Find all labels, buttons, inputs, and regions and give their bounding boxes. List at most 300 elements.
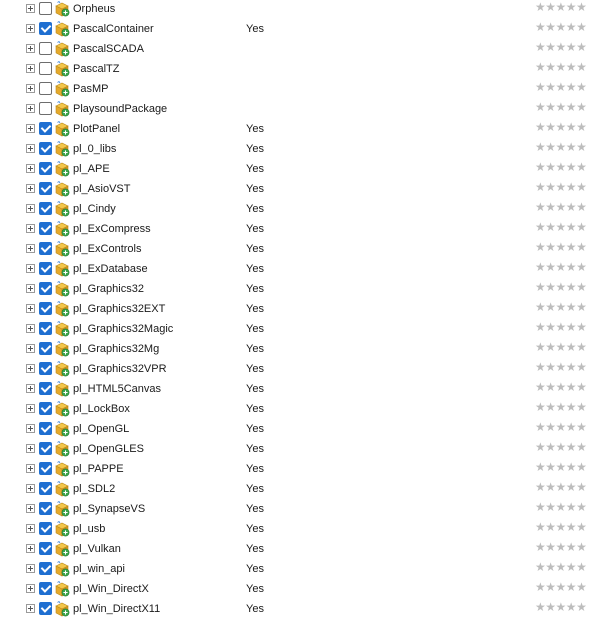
star-icon[interactable]: ★: [576, 500, 587, 514]
star-icon[interactable]: ★: [535, 380, 546, 394]
package-checkbox[interactable]: [39, 22, 52, 35]
star-icon[interactable]: ★: [576, 320, 587, 334]
star-icon[interactable]: ★: [565, 40, 577, 54]
rating-stars[interactable]: [535, 20, 586, 34]
star-icon[interactable]: ★: [545, 40, 556, 54]
package-name: pl_Cindy: [73, 203, 116, 215]
package-row[interactable]: [0, 540, 602, 560]
expand-plus-icon[interactable]: [26, 224, 35, 233]
star-icon[interactable]: ★: [535, 220, 546, 234]
star-icon[interactable]: ★: [545, 280, 556, 294]
expand-plus-icon[interactable]: [26, 184, 35, 193]
rating-stars[interactable]: [535, 360, 586, 374]
star-icon[interactable]: ★: [555, 560, 566, 574]
star-icon[interactable]: ★: [535, 60, 546, 74]
package-icon: [54, 321, 70, 337]
package-row[interactable]: [0, 180, 602, 200]
star-icon[interactable]: ★: [555, 400, 566, 414]
package-name: pl_Graphics32Magic: [73, 323, 174, 335]
star-icon[interactable]: ★: [576, 60, 587, 74]
star-icon[interactable]: ★: [535, 140, 546, 154]
star-icon[interactable]: ★: [576, 80, 587, 94]
package-checkbox[interactable]: [39, 302, 52, 315]
star-icon[interactable]: ★: [535, 80, 546, 94]
rating-stars[interactable]: [535, 520, 586, 534]
rating-stars[interactable]: [535, 120, 586, 134]
expand-plus-icon[interactable]: [26, 144, 35, 153]
star-icon[interactable]: ★: [576, 140, 587, 154]
star-icon[interactable]: ★: [535, 20, 546, 34]
package-checkbox[interactable]: [39, 582, 52, 595]
star-icon[interactable]: ★: [555, 320, 566, 334]
expand-plus-icon[interactable]: [26, 384, 35, 393]
star-icon[interactable]: ★: [565, 600, 577, 614]
package-checkbox[interactable]: [39, 342, 52, 355]
star-icon[interactable]: ★: [545, 520, 556, 534]
package-icon: [54, 481, 70, 497]
star-icon[interactable]: ★: [555, 260, 566, 274]
expand-plus-icon[interactable]: [26, 244, 35, 253]
star-icon[interactable]: ★: [576, 580, 587, 594]
star-icon[interactable]: ★: [555, 120, 566, 134]
star-icon[interactable]: ★: [576, 460, 587, 474]
star-icon[interactable]: ★: [545, 220, 556, 234]
star-icon[interactable]: ★: [555, 180, 566, 194]
star-icon[interactable]: ★: [535, 520, 546, 534]
star-icon[interactable]: ★: [576, 180, 587, 194]
star-icon[interactable]: ★: [576, 280, 587, 294]
expand-plus-icon[interactable]: [26, 204, 35, 213]
star-icon[interactable]: ★: [535, 560, 546, 574]
installed-status: Yes: [246, 143, 264, 155]
star-icon[interactable]: ★: [565, 20, 577, 34]
rating-stars[interactable]: [535, 420, 586, 434]
package-checkbox[interactable]: [39, 562, 52, 575]
package-row[interactable]: [0, 600, 602, 620]
star-icon[interactable]: ★: [576, 480, 587, 494]
package-row[interactable]: [0, 360, 602, 380]
star-icon[interactable]: ★: [576, 40, 587, 54]
star-icon[interactable]: ★: [555, 580, 566, 594]
package-checkbox[interactable]: [39, 422, 52, 435]
rating-stars[interactable]: [535, 460, 586, 474]
package-checkbox[interactable]: [39, 102, 52, 115]
expand-plus-icon[interactable]: [26, 84, 35, 93]
installed-status: Yes: [246, 603, 264, 615]
package-row[interactable]: [0, 400, 602, 420]
expand-plus-icon[interactable]: [26, 444, 35, 453]
expand-plus-icon[interactable]: [26, 24, 35, 33]
rating-stars[interactable]: [535, 480, 586, 494]
star-icon[interactable]: ★: [545, 480, 556, 494]
star-icon[interactable]: ★: [545, 560, 556, 574]
star-icon[interactable]: ★: [555, 80, 566, 94]
star-icon[interactable]: ★: [545, 400, 556, 414]
package-row[interactable]: [0, 80, 602, 100]
star-icon[interactable]: ★: [535, 340, 546, 354]
star-icon[interactable]: ★: [545, 140, 556, 154]
star-icon[interactable]: ★: [555, 240, 566, 254]
star-icon[interactable]: ★: [555, 420, 566, 434]
star-icon[interactable]: ★: [535, 500, 546, 514]
rating-stars[interactable]: [535, 100, 586, 114]
package-checkbox[interactable]: [39, 402, 52, 415]
package-row[interactable]: [0, 420, 602, 440]
package-icon: [54, 21, 70, 37]
package-row[interactable]: [0, 100, 602, 120]
star-icon[interactable]: ★: [535, 320, 546, 334]
package-row[interactable]: [0, 200, 602, 220]
package-icon: [54, 41, 70, 57]
star-icon[interactable]: ★: [555, 340, 566, 354]
package-row[interactable]: [0, 580, 602, 600]
star-icon[interactable]: ★: [535, 240, 546, 254]
star-icon[interactable]: ★: [545, 360, 556, 374]
star-icon[interactable]: ★: [565, 420, 577, 434]
package-icon: [54, 601, 70, 617]
star-icon[interactable]: ★: [545, 0, 556, 14]
expand-plus-icon[interactable]: [26, 464, 35, 473]
expand-plus-icon[interactable]: [26, 484, 35, 493]
star-icon[interactable]: ★: [576, 220, 587, 234]
star-icon[interactable]: ★: [565, 280, 577, 294]
star-icon[interactable]: ★: [545, 340, 556, 354]
star-icon[interactable]: ★: [545, 100, 556, 114]
star-icon[interactable]: ★: [535, 400, 546, 414]
rating-stars[interactable]: [535, 180, 586, 194]
star-icon[interactable]: ★: [576, 300, 587, 314]
rating-stars[interactable]: [535, 240, 586, 254]
package-checkbox[interactable]: [39, 362, 52, 375]
package-checkbox[interactable]: [39, 2, 52, 15]
star-icon[interactable]: ★: [565, 120, 577, 134]
star-icon[interactable]: ★: [555, 20, 566, 34]
star-icon[interactable]: ★: [576, 200, 587, 214]
star-icon[interactable]: ★: [545, 80, 556, 94]
package-row[interactable]: [0, 500, 602, 520]
star-icon[interactable]: ★: [555, 200, 566, 214]
star-icon[interactable]: ★: [576, 360, 587, 374]
star-icon[interactable]: ★: [565, 480, 577, 494]
star-icon[interactable]: ★: [565, 540, 577, 554]
package-checkbox[interactable]: [39, 142, 52, 155]
star-icon[interactable]: ★: [545, 500, 556, 514]
rating-stars[interactable]: [535, 300, 586, 314]
star-icon[interactable]: ★: [555, 100, 566, 114]
star-icon[interactable]: ★: [555, 140, 566, 154]
star-icon[interactable]: ★: [576, 540, 587, 554]
star-icon[interactable]: ★: [545, 540, 556, 554]
star-icon[interactable]: ★: [555, 520, 566, 534]
star-icon[interactable]: ★: [535, 160, 546, 174]
package-row[interactable]: [0, 380, 602, 400]
star-icon[interactable]: ★: [555, 600, 566, 614]
package-checkbox[interactable]: [39, 42, 52, 55]
package-row[interactable]: [0, 560, 602, 580]
star-icon[interactable]: ★: [555, 280, 566, 294]
expand-plus-icon[interactable]: [26, 264, 35, 273]
package-icon: [54, 261, 70, 277]
star-icon[interactable]: ★: [576, 560, 587, 574]
rating-stars[interactable]: [535, 400, 586, 414]
star-icon[interactable]: ★: [545, 580, 556, 594]
rating-stars[interactable]: [535, 0, 586, 14]
rating-stars[interactable]: [535, 220, 586, 234]
star-icon[interactable]: ★: [565, 0, 577, 14]
expand-plus-icon[interactable]: [26, 104, 35, 113]
package-name: PascalContainer: [73, 23, 154, 35]
package-row[interactable]: [0, 300, 602, 320]
package-checkbox[interactable]: [39, 82, 52, 95]
expand-plus-icon[interactable]: [26, 344, 35, 353]
star-icon[interactable]: ★: [545, 300, 556, 314]
expand-plus-icon[interactable]: [26, 504, 35, 513]
package-row[interactable]: [0, 20, 602, 40]
expand-plus-icon[interactable]: [26, 44, 35, 53]
star-icon[interactable]: ★: [565, 160, 577, 174]
package-checkbox[interactable]: [39, 282, 52, 295]
star-icon[interactable]: ★: [565, 140, 577, 154]
star-icon[interactable]: ★: [565, 400, 577, 414]
expand-plus-icon[interactable]: [26, 544, 35, 553]
star-icon[interactable]: ★: [535, 480, 546, 494]
package-row[interactable]: [0, 120, 602, 140]
package-row[interactable]: [0, 40, 602, 60]
star-icon[interactable]: ★: [555, 360, 566, 374]
rating-stars[interactable]: [535, 260, 586, 274]
package-row[interactable]: [0, 140, 602, 160]
star-icon[interactable]: ★: [565, 220, 577, 234]
package-row[interactable]: [0, 340, 602, 360]
star-icon[interactable]: ★: [576, 420, 587, 434]
star-icon[interactable]: ★: [565, 80, 577, 94]
star-icon[interactable]: ★: [545, 460, 556, 474]
star-icon[interactable]: ★: [555, 480, 566, 494]
star-icon[interactable]: ★: [576, 260, 587, 274]
package-row[interactable]: [0, 60, 602, 80]
star-icon[interactable]: ★: [565, 240, 577, 254]
star-icon[interactable]: ★: [535, 260, 546, 274]
package-checkbox[interactable]: [39, 522, 52, 535]
rating-stars[interactable]: [535, 340, 586, 354]
package-checkbox[interactable]: [39, 122, 52, 135]
package-name: pl_Graphics32: [73, 283, 144, 295]
package-checkbox[interactable]: [39, 542, 52, 555]
rating-stars[interactable]: [535, 40, 586, 54]
star-icon[interactable]: ★: [535, 200, 546, 214]
rating-stars[interactable]: [535, 280, 586, 294]
star-icon[interactable]: ★: [545, 120, 556, 134]
star-icon[interactable]: ★: [576, 100, 587, 114]
star-icon[interactable]: ★: [565, 260, 577, 274]
star-icon[interactable]: ★: [565, 340, 577, 354]
star-icon[interactable]: ★: [555, 380, 566, 394]
package-checkbox[interactable]: [39, 462, 52, 475]
package-row[interactable]: [0, 320, 602, 340]
star-icon[interactable]: ★: [535, 280, 546, 294]
star-icon[interactable]: ★: [535, 580, 546, 594]
package-row[interactable]: [0, 520, 602, 540]
star-icon[interactable]: ★: [535, 100, 546, 114]
rating-stars[interactable]: [535, 140, 586, 154]
package-name: pl_0_libs: [73, 143, 117, 155]
star-icon[interactable]: ★: [565, 380, 577, 394]
rating-stars[interactable]: [535, 160, 586, 174]
star-icon[interactable]: ★: [545, 240, 556, 254]
star-icon[interactable]: ★: [535, 180, 546, 194]
rating-stars[interactable]: [535, 560, 586, 574]
package-icon: [54, 441, 70, 457]
package-row[interactable]: [0, 480, 602, 500]
star-icon[interactable]: ★: [545, 380, 556, 394]
star-icon[interactable]: ★: [555, 60, 566, 74]
star-icon[interactable]: ★: [565, 100, 577, 114]
star-icon[interactable]: ★: [576, 20, 587, 34]
star-icon[interactable]: ★: [555, 0, 566, 14]
star-icon[interactable]: ★: [545, 180, 556, 194]
star-icon[interactable]: ★: [535, 120, 546, 134]
star-icon[interactable]: ★: [565, 320, 577, 334]
package-name: PasMP: [73, 83, 109, 95]
package-checkbox[interactable]: [39, 322, 52, 335]
star-icon[interactable]: ★: [565, 180, 577, 194]
package-checkbox[interactable]: [39, 182, 52, 195]
package-row[interactable]: [0, 460, 602, 480]
expand-plus-icon[interactable]: [26, 164, 35, 173]
star-icon[interactable]: ★: [535, 440, 546, 454]
star-icon[interactable]: ★: [545, 160, 556, 174]
installed-status: Yes: [246, 343, 264, 355]
star-icon[interactable]: ★: [535, 360, 546, 374]
star-icon[interactable]: ★: [555, 460, 566, 474]
package-row[interactable]: [0, 260, 602, 280]
star-icon[interactable]: ★: [576, 340, 587, 354]
star-icon[interactable]: ★: [545, 320, 556, 334]
package-checkbox[interactable]: [39, 382, 52, 395]
star-icon[interactable]: ★: [576, 520, 587, 534]
star-icon[interactable]: ★: [535, 420, 546, 434]
star-icon[interactable]: ★: [545, 260, 556, 274]
package-checkbox[interactable]: [39, 262, 52, 275]
expand-plus-icon[interactable]: [26, 584, 35, 593]
package-checkbox[interactable]: [39, 482, 52, 495]
star-icon[interactable]: ★: [545, 20, 556, 34]
package-row[interactable]: [0, 280, 602, 300]
star-icon[interactable]: ★: [555, 500, 566, 514]
expand-plus-icon[interactable]: [26, 64, 35, 73]
star-icon[interactable]: ★: [555, 40, 566, 54]
package-row[interactable]: [0, 160, 602, 180]
rating-stars[interactable]: [535, 60, 586, 74]
star-icon[interactable]: ★: [565, 500, 577, 514]
star-icon[interactable]: ★: [555, 540, 566, 554]
star-icon[interactable]: ★: [576, 240, 587, 254]
star-icon[interactable]: ★: [555, 220, 566, 234]
star-icon[interactable]: ★: [535, 40, 546, 54]
package-icon: [54, 541, 70, 557]
star-icon[interactable]: ★: [535, 600, 546, 614]
package-checkbox[interactable]: [39, 502, 52, 515]
rating-stars[interactable]: [535, 540, 586, 554]
star-icon[interactable]: ★: [565, 60, 577, 74]
package-checkbox[interactable]: [39, 202, 52, 215]
package-checkbox[interactable]: [39, 222, 52, 235]
star-icon[interactable]: ★: [576, 0, 587, 14]
expand-plus-icon[interactable]: [26, 564, 35, 573]
rating-stars[interactable]: [535, 320, 586, 334]
star-icon[interactable]: ★: [565, 560, 577, 574]
rating-stars[interactable]: [535, 440, 586, 454]
star-icon[interactable]: ★: [545, 60, 556, 74]
rating-stars[interactable]: [535, 200, 586, 214]
package-checkbox[interactable]: [39, 62, 52, 75]
star-icon[interactable]: ★: [576, 120, 587, 134]
package-row[interactable]: [0, 440, 602, 460]
star-icon[interactable]: ★: [576, 440, 587, 454]
rating-stars[interactable]: [535, 380, 586, 394]
star-icon[interactable]: ★: [545, 420, 556, 434]
package-row[interactable]: [0, 220, 602, 240]
expand-plus-icon[interactable]: [26, 404, 35, 413]
star-icon[interactable]: ★: [576, 600, 587, 614]
star-icon[interactable]: ★: [535, 460, 546, 474]
star-icon[interactable]: ★: [565, 440, 577, 454]
package-icon: [54, 1, 70, 17]
star-icon[interactable]: ★: [555, 160, 566, 174]
package-row[interactable]: [0, 0, 602, 20]
rating-stars[interactable]: [535, 600, 586, 614]
star-icon[interactable]: ★: [576, 160, 587, 174]
package-icon: [54, 581, 70, 597]
expand-plus-icon[interactable]: [26, 324, 35, 333]
star-icon[interactable]: ★: [565, 460, 577, 474]
star-icon[interactable]: ★: [576, 380, 587, 394]
star-icon[interactable]: ★: [565, 200, 577, 214]
expand-plus-icon[interactable]: [26, 424, 35, 433]
star-icon[interactable]: ★: [555, 300, 566, 314]
installed-status: Yes: [246, 583, 264, 595]
star-icon[interactable]: ★: [576, 400, 587, 414]
star-icon[interactable]: ★: [545, 440, 556, 454]
expand-plus-icon[interactable]: [26, 604, 35, 613]
package-checkbox[interactable]: [39, 242, 52, 255]
installed-status: Yes: [246, 123, 264, 135]
rating-stars[interactable]: [535, 580, 586, 594]
star-icon[interactable]: ★: [555, 440, 566, 454]
rating-stars[interactable]: [535, 80, 586, 94]
package-checkbox[interactable]: [39, 162, 52, 175]
expand-plus-icon[interactable]: [26, 284, 35, 293]
package-row[interactable]: [0, 240, 602, 260]
rating-stars[interactable]: [535, 500, 586, 514]
expand-plus-icon[interactable]: [26, 124, 35, 133]
star-icon[interactable]: ★: [535, 540, 546, 554]
expand-plus-icon[interactable]: [26, 4, 35, 13]
star-icon[interactable]: ★: [565, 520, 577, 534]
package-checkbox[interactable]: [39, 442, 52, 455]
star-icon[interactable]: ★: [545, 600, 556, 614]
star-icon[interactable]: ★: [535, 300, 546, 314]
star-icon[interactable]: ★: [535, 0, 546, 14]
star-icon[interactable]: ★: [545, 200, 556, 214]
star-icon[interactable]: ★: [565, 580, 577, 594]
package-checkbox[interactable]: [39, 602, 52, 615]
expand-plus-icon[interactable]: [26, 364, 35, 373]
star-icon[interactable]: ★: [565, 360, 577, 374]
expand-plus-icon[interactable]: [26, 524, 35, 533]
expand-plus-icon[interactable]: [26, 304, 35, 313]
star-icon[interactable]: ★: [565, 300, 577, 314]
